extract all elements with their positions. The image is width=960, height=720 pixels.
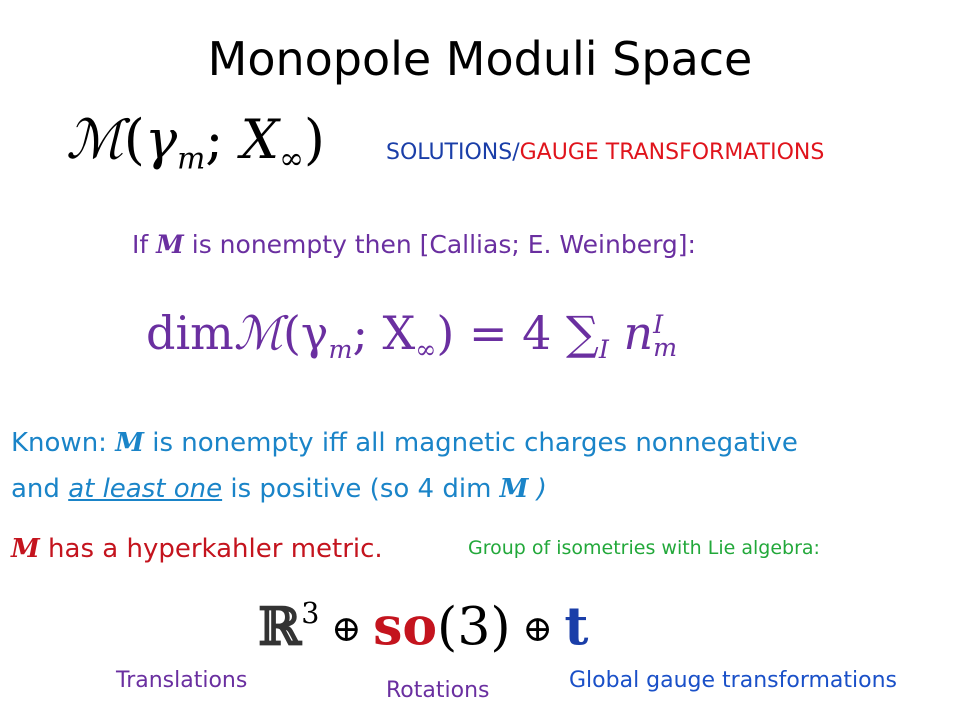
sum-subscript: I (598, 334, 609, 364)
known-line-1 (11, 428, 798, 458)
n-subscript: m (653, 333, 678, 362)
known-prefix: Known: (11, 428, 116, 458)
script-m: M (156, 230, 184, 259)
x-subscript: ∞ (279, 141, 304, 177)
known-suffix: is nonempty iff all magnetic charges nonnegative (143, 428, 798, 458)
script-m: ℳ (66, 108, 124, 171)
at-least-one-text: at least one (68, 474, 223, 504)
t-symbol: t (564, 596, 589, 658)
separator: ; (205, 108, 241, 171)
gamma-subscript: m (177, 141, 206, 177)
solutions-gauge-label (386, 140, 824, 165)
positive-text: is positive (so 4 (222, 474, 443, 504)
hyperkahler-statement (11, 534, 383, 564)
global-gauge-label: Global gauge transformations (569, 668, 897, 693)
slide-title: Monopole Moduli Space (207, 32, 753, 86)
so-symbol: so (373, 596, 438, 658)
known-line-2 (11, 474, 547, 504)
n-superscript: I (653, 310, 664, 340)
if-text: If (132, 230, 157, 259)
moduli-space-symbol (66, 108, 325, 176)
mid-text: ; X (352, 306, 416, 360)
gamma-symbol: γ (144, 108, 178, 171)
real-numbers-symbol: ℝ (258, 596, 302, 658)
gauge-transformations-text: GAUGE TRANSFORMATIONS (519, 140, 825, 165)
solutions-text: SOLUTIONS/ (386, 140, 520, 165)
n-symbol: n (608, 306, 654, 360)
oplus-symbol: ⊕ (510, 606, 565, 650)
open-paren: ( (123, 108, 145, 171)
nonempty-condition (132, 230, 696, 259)
x-subscript: ∞ (415, 334, 437, 364)
gamma-subscript: m (328, 334, 353, 364)
translations-label: Translations (116, 668, 248, 693)
script-m: M (499, 474, 529, 504)
so-argument: (3) (437, 597, 511, 658)
oplus-symbol: ⊕ (319, 606, 374, 650)
close-paren: ) (528, 474, 547, 504)
dim-text: dim (146, 306, 234, 360)
args-text: (γ (282, 306, 329, 360)
x-symbol: X (240, 108, 280, 171)
lie-algebra-formula (258, 596, 588, 657)
script-m: ℳ (233, 306, 283, 360)
rotations-label: Rotations (386, 678, 490, 703)
rhs-text: ) = 4 ∑ (436, 306, 599, 360)
isometries-label: Group of isometries with Lie algebra: (468, 537, 820, 559)
script-m: M (11, 534, 40, 564)
r-superscript: 3 (301, 596, 320, 630)
and-text: and (11, 474, 69, 504)
dimension-formula (146, 306, 677, 364)
close-paren: ) (303, 108, 325, 171)
hyperkahler-text: has a hyperkahler metric. (39, 534, 383, 564)
nonempty-text: is nonempty then [Callias; E. Weinberg]: (183, 230, 696, 259)
dim-text: dim (442, 474, 500, 504)
script-m: M (115, 428, 144, 458)
